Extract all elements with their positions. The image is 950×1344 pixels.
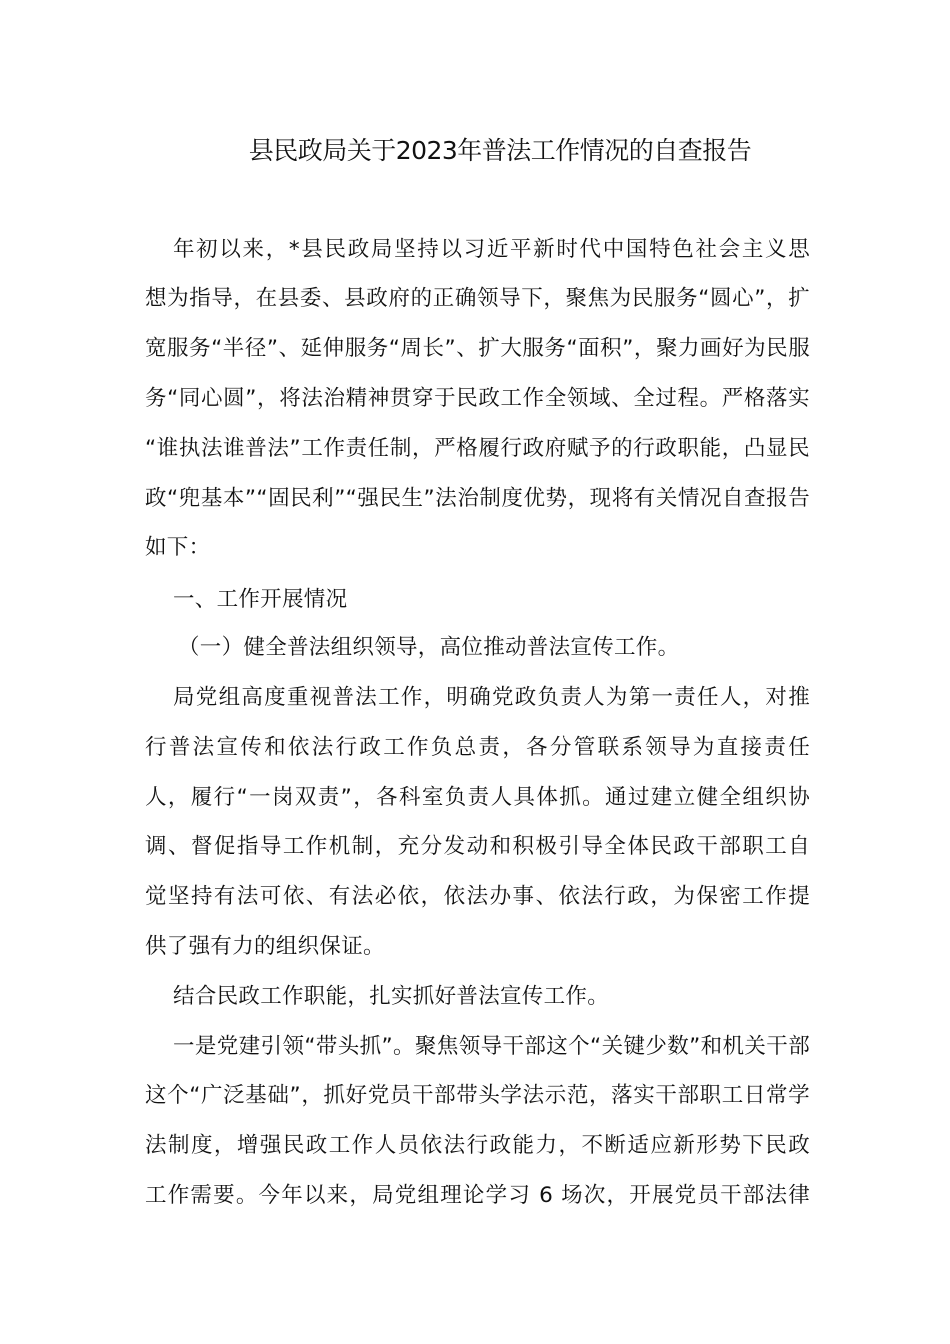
- subsection-heading-1: （一）健全普法组织领导，高位推动普法宣传工作。: [178, 635, 680, 660]
- para3-line-4: 工作需要。今年以来，局党组理论学习 6 场次，开展党员干部法律: [145, 1183, 810, 1208]
- para1-line-5: 觉坚持有法可依、有法必依，依法办事、依法行政，为保密工作提: [145, 884, 810, 909]
- para1-line-6: 供了强有力的组织保证。: [145, 934, 385, 959]
- para1-line-1: 局党组高度重视普法工作，明确党政负责人为第一责任人，对推: [173, 685, 810, 710]
- para1-line-3: 人，履行“一岗双责”，各科室负责人具体抓。通过建立健全组织协: [145, 785, 810, 810]
- document-title: 县民政局关于2023年普法工作情况的自查报告: [248, 136, 752, 165]
- intro-line-1: 年初以来，*县民政局坚持以习近平新时代中国特色社会主义思: [173, 237, 810, 262]
- intro-line-7: 如下：: [145, 535, 211, 560]
- para3-line-3: 法制度，增强民政工作人员依法行政能力，不断适应新形势下民政: [145, 1133, 810, 1158]
- intro-line-6: 政“兜基本”“固民利”“强民生”法治制度优势，现将有关情况自查报告: [145, 486, 810, 511]
- intro-line-2: 想为指导，在县委、县政府的正确领导下，聚焦为民服务“圆心”，扩: [145, 286, 810, 311]
- para2-line-1: 结合民政工作职能，扎实抓好普法宣传工作。: [173, 984, 610, 1009]
- para3-line-2: 这个“广泛基础”，抓好党员干部带头学法示范，落实干部职工日常学: [145, 1083, 810, 1108]
- intro-line-4: 务“同心圆”，将法治精神贯穿于民政工作全领域、全过程。严格落实: [145, 386, 810, 411]
- section-heading-1: 一、工作开展情况: [173, 587, 348, 612]
- para1-line-2: 行普法宣传和依法行政工作负总责，各分管联系领导为直接责任: [145, 735, 810, 760]
- intro-line-5: “谁执法谁普法”工作责任制，严格履行政府赋予的行政职能，凸显民: [145, 436, 810, 461]
- intro-line-3: 宽服务“半径”、延伸服务“周长”、扩大服务“面积”，聚力画好为民服: [145, 336, 810, 361]
- para3-line-1: 一是党建引领“带头抓”。聚焦领导干部这个“关键少数”和机关干部: [173, 1034, 810, 1059]
- para1-line-4: 调、督促指导工作机制，充分发动和积极引导全体民政干部职工自: [145, 834, 810, 859]
